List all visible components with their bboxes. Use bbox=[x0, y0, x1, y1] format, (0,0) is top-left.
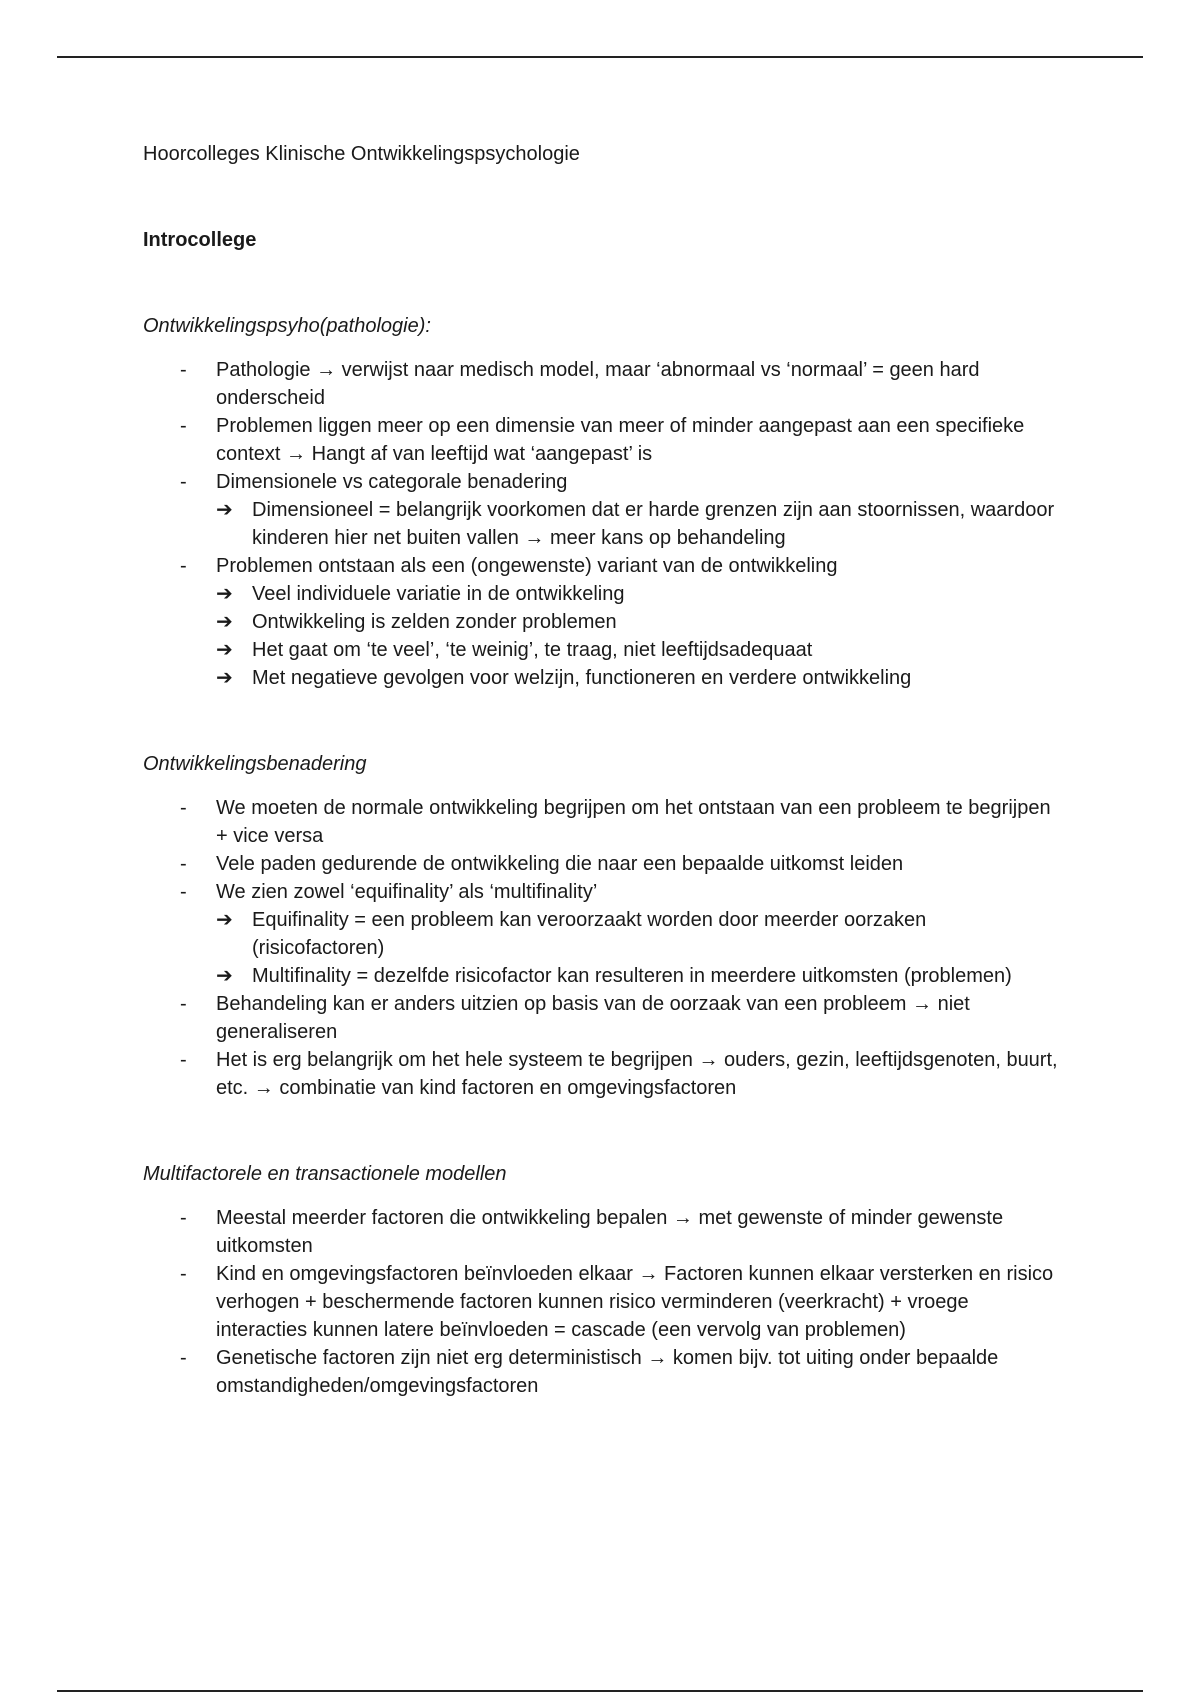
dash-marker: - bbox=[180, 853, 187, 875]
dash-marker: - bbox=[180, 1263, 187, 1285]
arrow-list-item bbox=[216, 962, 1063, 990]
footer-rule bbox=[57, 1690, 1143, 1692]
dash-marker: - bbox=[180, 797, 187, 819]
arrow-list-item bbox=[216, 580, 1063, 608]
arrow-right-icon: ➔ bbox=[216, 639, 233, 661]
bullet-list bbox=[143, 794, 1063, 1102]
list-item-text: We zien zowel ‘equifinality’ als ‘multifinality’ bbox=[216, 881, 598, 903]
dash-marker: - bbox=[180, 1207, 187, 1229]
list-item-text: Pathologie → verwijst naar medisch model, maar ‘abnormaal vs ‘normaal’ = geen hard onderscheid bbox=[216, 359, 980, 409]
list-item bbox=[143, 1260, 1063, 1344]
subsection-heading: Ontwikkelingsbenadering bbox=[143, 753, 367, 775]
bullet-list bbox=[143, 356, 1063, 692]
dash-marker: - bbox=[180, 471, 187, 493]
arrow-item-text: Dimensioneel = belangrijk voorkomen dat er harde grenzen zijn aan stoornissen, waardoor kinderen hier net buiten vallen → meer kans op behandeling bbox=[252, 499, 1055, 549]
arrow-right-icon: ➔ bbox=[216, 965, 233, 987]
arrow-item-text: Equifinality = een probleem kan veroorzaakt worden door meerder oorzaken (risicofactoren) bbox=[252, 909, 927, 959]
dash-marker: - bbox=[180, 415, 187, 437]
arrow-item-text: Het gaat om ‘te veel’, ‘te weinig’, te traag, niet leeftijdsadequaat bbox=[252, 639, 813, 661]
list-item bbox=[143, 552, 1063, 692]
header-rule bbox=[57, 56, 1143, 58]
list-item-text: Vele paden gedurende de ontwikkeling die naar een bepaalde uitkomst leiden bbox=[216, 853, 904, 875]
arrow-list-item bbox=[216, 496, 1063, 552]
dash-marker: - bbox=[180, 1347, 187, 1369]
list-item bbox=[143, 850, 1063, 878]
list-item bbox=[143, 412, 1063, 468]
arrow-right-icon: ➔ bbox=[216, 909, 233, 931]
arrow-list-item bbox=[216, 636, 1063, 664]
arrow-list-item bbox=[216, 664, 1063, 692]
arrow-list bbox=[216, 580, 1063, 692]
list-item bbox=[143, 1204, 1063, 1260]
list-item-text: Problemen liggen meer op een dimensie van meer of minder aangepast aan een specifieke context → Hangt af van leeftijd wat ‘aangepast’ is bbox=[216, 415, 1025, 465]
subsection-heading: Ontwikkelingspsyho(pathologie): bbox=[143, 315, 431, 337]
document-title: Hoorcolleges Klinische Ontwikkelingspsychologie bbox=[143, 143, 580, 165]
arrow-right-icon: ➔ bbox=[216, 499, 233, 521]
arrow-right-icon: ➔ bbox=[216, 667, 233, 689]
arrow-list-item bbox=[216, 906, 1063, 962]
dash-marker: - bbox=[180, 993, 187, 1015]
section-heading: Introcollege bbox=[143, 229, 257, 251]
subsection-heading: Multifactorele en transactionele modellen bbox=[143, 1163, 507, 1185]
list-item-text: Problemen ontstaan als een (ongewenste) variant van de ontwikkeling bbox=[216, 555, 838, 577]
list-item bbox=[143, 990, 1063, 1046]
list-item-text: Kind en omgevingsfactoren beïnvloeden elkaar → Factoren kunnen elkaar versterken en risico verhogen + beschermende factoren kunnen risico verminderen (veerkracht) + vroege interacties kunnen latere beïnvloeden = cascade (een vervolg van problemen) bbox=[216, 1263, 1054, 1341]
list-item bbox=[143, 1344, 1063, 1400]
list-item bbox=[143, 878, 1063, 990]
arrow-item-text: Multifinality = dezelfde risicofactor kan resulteren in meerdere uitkomsten (problemen) bbox=[252, 965, 1012, 987]
list-item-text: We moeten de normale ontwikkeling begrijpen om het ontstaan van een probleem te begrijpen + vice versa bbox=[216, 797, 1051, 847]
list-item bbox=[143, 468, 1063, 552]
arrow-right-icon: ➔ bbox=[216, 583, 233, 605]
dash-marker: - bbox=[180, 1049, 187, 1071]
arrow-item-text: Ontwikkeling is zelden zonder problemen bbox=[252, 611, 617, 633]
list-item-text: Dimensionele vs categorale benadering bbox=[216, 471, 568, 493]
list-item-text: Meestal meerder factoren die ontwikkeling bepalen → met gewenste of minder gewenste uitkomsten bbox=[216, 1207, 1004, 1257]
list-item bbox=[143, 356, 1063, 412]
dash-marker: - bbox=[180, 359, 187, 381]
arrow-item-text: Veel individuele variatie in de ontwikkeling bbox=[252, 583, 625, 605]
list-item-text: Behandeling kan er anders uitzien op basis van de oorzaak van een probleem → niet generaliseren bbox=[216, 993, 970, 1043]
list-item-text: Het is erg belangrijk om het hele systeem te begrijpen → ouders, gezin, leeftijdsgenoten, buurt, etc. → combinatie van kind factoren en omgevingsfactoren bbox=[216, 1049, 1058, 1099]
list-item bbox=[143, 1046, 1063, 1102]
document-body bbox=[143, 140, 1063, 1400]
list-item-text: Genetische factoren zijn niet erg deterministisch → komen bijv. tot uiting onder bepaalde omstandigheden/omgevingsfactoren bbox=[216, 1347, 999, 1397]
bullet-list bbox=[143, 1204, 1063, 1400]
arrow-list bbox=[216, 906, 1063, 990]
arrow-item-text: Met negatieve gevolgen voor welzijn, functioneren en verdere ontwikkeling bbox=[252, 667, 912, 689]
list-item bbox=[143, 794, 1063, 850]
arrow-list-item bbox=[216, 608, 1063, 636]
dash-marker: - bbox=[180, 555, 187, 577]
arrow-right-icon: ➔ bbox=[216, 611, 233, 633]
arrow-list bbox=[216, 496, 1063, 552]
dash-marker: - bbox=[180, 881, 187, 903]
